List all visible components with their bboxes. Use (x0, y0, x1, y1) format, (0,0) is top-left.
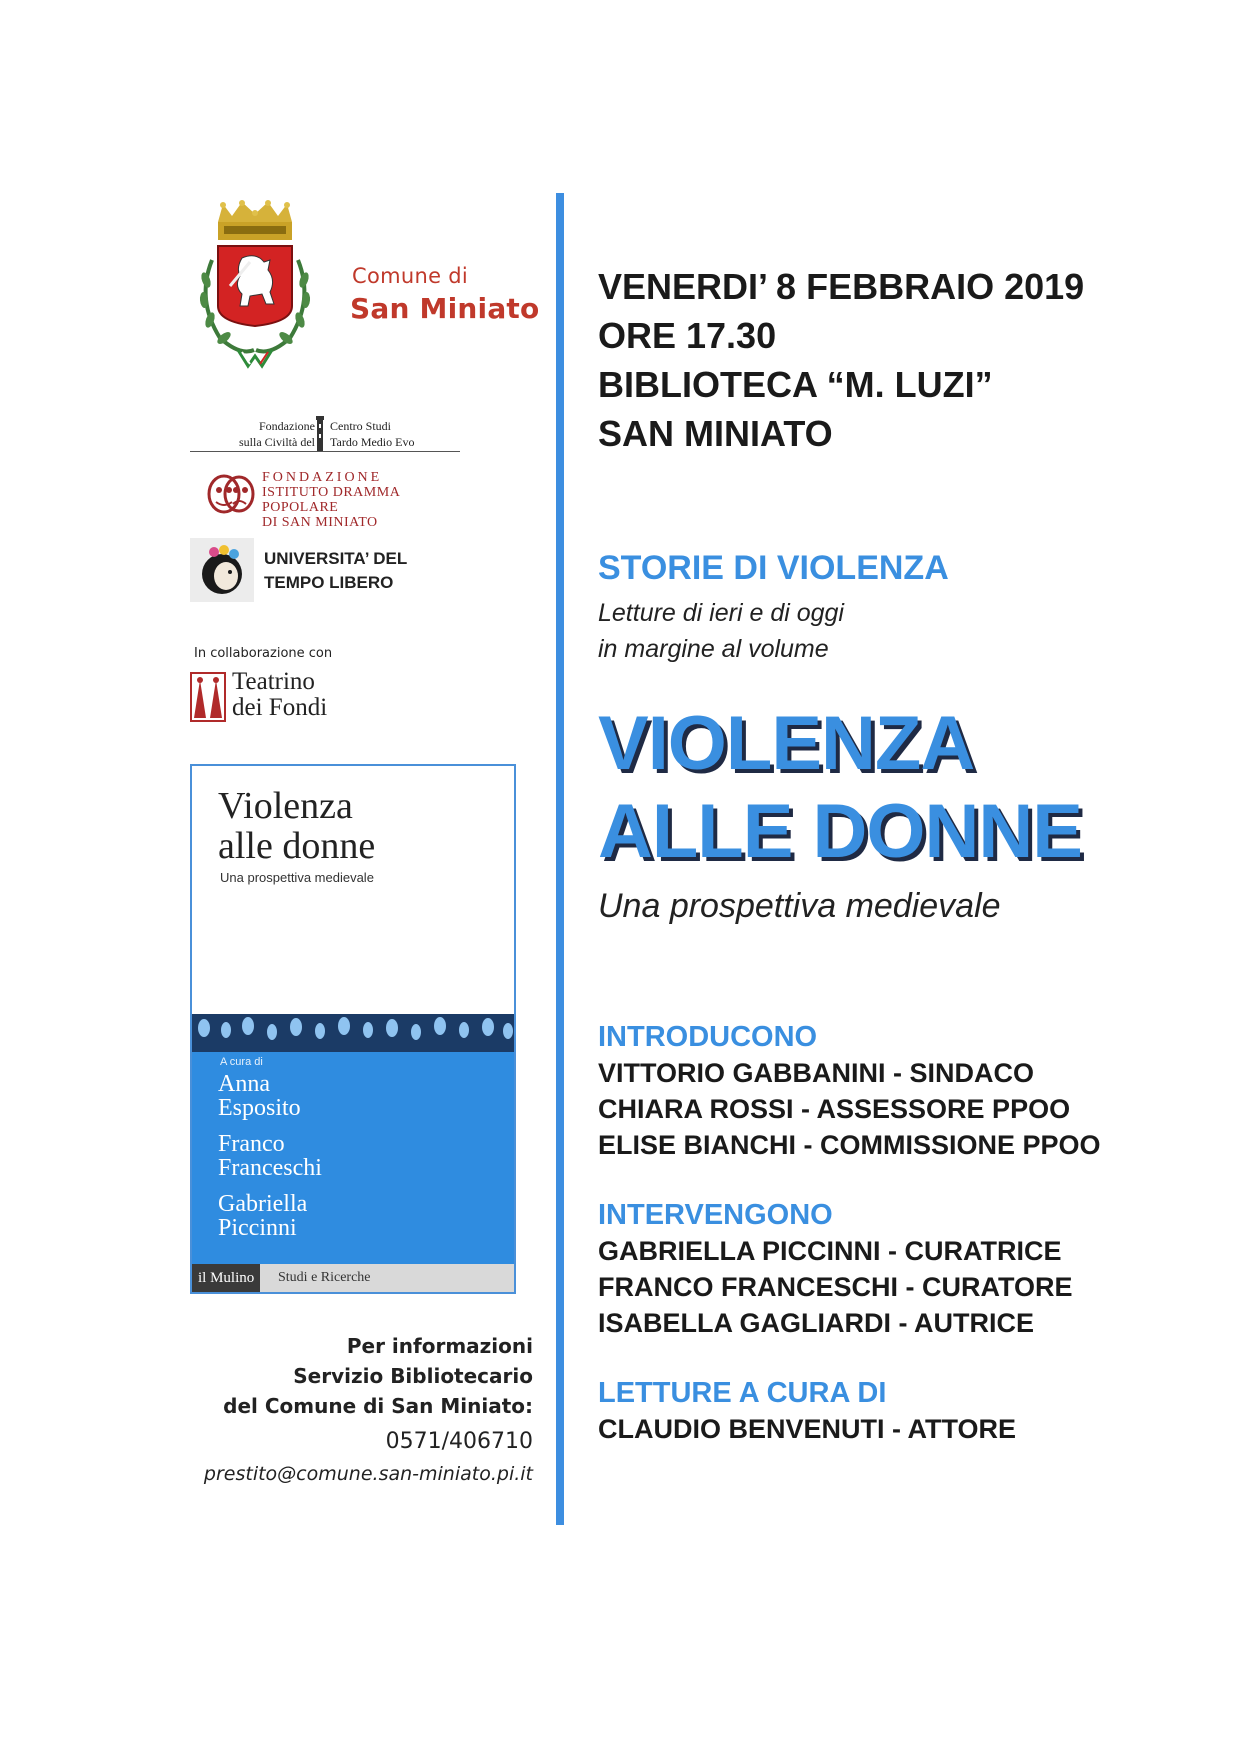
main-subtitle: Una prospettiva medievale (598, 887, 1001, 925)
event-date: VENERDI’ 8 FEBBRAIO 2019 (598, 266, 1085, 307)
teatrino-text: Teatrino dei Fondi (232, 668, 328, 721)
letture-description: Letture di ieri e di oggi in margine al volume (598, 599, 844, 663)
series-title: STORIE DI VIOLENZA (598, 549, 949, 587)
event-city: SAN MINIATO (598, 413, 833, 454)
speaker-line: ELISE BIANCHI - COMMISSIONE PPOO (598, 1130, 1101, 1160)
universita-text: UNIVERSITA’ DEL TEMPO LIBERO (264, 549, 408, 592)
crowd-image (192, 1014, 514, 1054)
section-heading: LETTURE A CURA DI (598, 1377, 887, 1409)
universita-face-logo (190, 538, 254, 602)
divider-line (190, 451, 460, 452)
book-series: Studi e Ricerche (278, 1270, 371, 1285)
info-block: Per informazioni Servizio Bibliotecario del Comune di San Miniato: (223, 1334, 533, 1418)
event-place: BIBLIOTECA “M. LUZI” (598, 364, 993, 405)
speaker-line: ISABELLA GAGLIARDI - AUTRICE (598, 1308, 1034, 1338)
event-details (598, 262, 1084, 458)
info-email: prestito@comune.san-miniato.pi.it (203, 1463, 533, 1485)
book-title: Violenza alle donne (218, 785, 376, 867)
main-title: VIOLENZA ALLE DONNE (598, 701, 1082, 874)
book-publisher: il Mulino (192, 1264, 260, 1292)
speaker-line: CHIARA ROSSI - ASSESSORE PPOO (598, 1094, 1071, 1124)
section-introducono (598, 1019, 1101, 1163)
info-phone: 0571/406710 (385, 1429, 533, 1454)
masks-icon (206, 470, 256, 518)
comune-name-label: San Miniato (350, 292, 540, 325)
speaker-line: CLAUDIO BENVENUTI - ATTORE (598, 1414, 1016, 1444)
book-authors: Anna Esposito Franco Franceschi Gabriella Piccinni (218, 1071, 322, 1241)
section-intervengono (598, 1197, 1073, 1341)
speaker-line: FRANCO FRANCESCHI - CURATORE (598, 1272, 1073, 1302)
fondazione-centro-left-text: Fondazione sulla Civiltà del (239, 419, 315, 449)
fondazione-centro-right-text: Centro Studi Tardo Medio Evo (330, 419, 415, 449)
comune-crest-logo (190, 200, 320, 385)
section-heading: INTRODUCONO (598, 1021, 818, 1053)
book-a-cura-di: A cura di (220, 1056, 263, 1068)
fondazione-idp-text: FONDAZIONE ISTITUTO DRAMMA POPOLARE DI SAN MINIATO (262, 470, 400, 530)
vertical-divider (556, 193, 564, 1525)
tower-icon (314, 414, 326, 454)
speaker-line: GABRIELLA PICCINNI - CURATRICE (598, 1236, 1062, 1266)
event-time: ORE 17.30 (598, 315, 777, 356)
collaborazione-label: In collaborazione con (194, 646, 333, 661)
comune-di-label: Comune di (352, 264, 469, 288)
section-letture (598, 1375, 1016, 1447)
fondazione-centro-studi-logo (190, 414, 460, 454)
book-cover (190, 764, 516, 1294)
section-heading: INTERVENGONO (598, 1199, 833, 1231)
speaker-line: VITTORIO GABBANINI - SINDACO (598, 1058, 1035, 1088)
book-subtitle: Una prospettiva medievale (220, 870, 374, 885)
teatrino-logo-icon (190, 672, 226, 722)
fondazione-idp-logo (206, 468, 446, 530)
